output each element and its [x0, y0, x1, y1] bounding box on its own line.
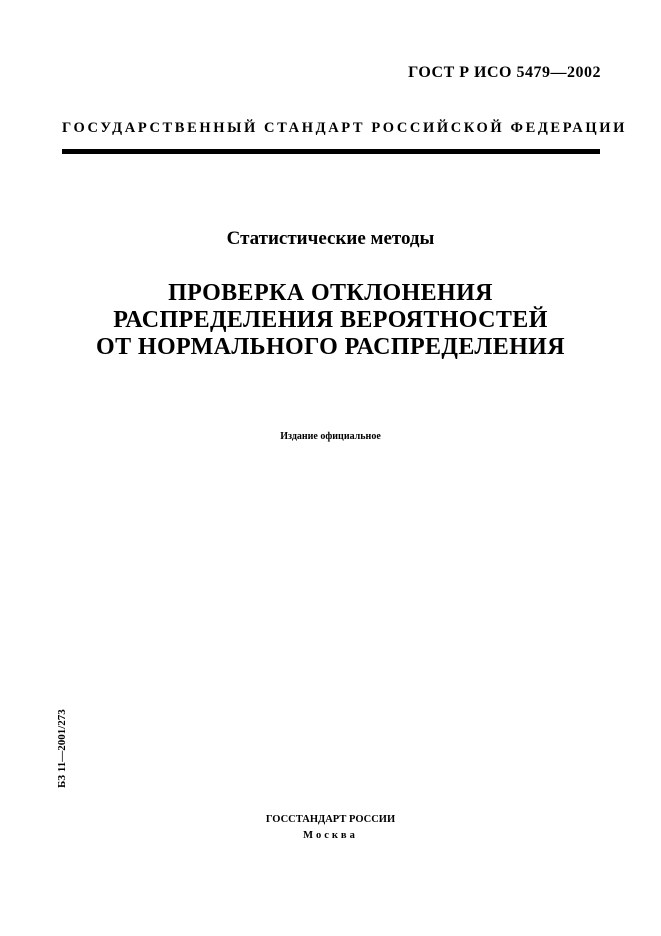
document-title [0, 280, 661, 361]
document-number: ГОСТ Р ИСО 5479—2002 [408, 64, 601, 81]
edition-label: Издание официальное [280, 431, 381, 442]
state-standard-heading: ГОСУДАРСТВЕННЫЙ СТАНДАРТ РОССИЙСКОЙ ФЕДЕРАЦИИ [62, 120, 628, 136]
title-line: РАСПРЕДЕЛЕНИЯ ВЕРОЯТНОСТЕЙ [113, 307, 548, 333]
header-divider [62, 149, 600, 154]
document-subject: Статистические методы [226, 228, 435, 249]
side-registration-code: БЗ 11—2001/273 [56, 709, 68, 788]
publisher-name: ГОССТАНДАРТ РОССИИ [265, 814, 396, 825]
title-line: ПРОВЕРКА ОТКЛОНЕНИЯ [168, 280, 493, 306]
publisher-city: Москва [303, 830, 358, 841]
title-line: ОТ НОРМАЛЬНОГО РАСПРЕДЕЛЕНИЯ [96, 334, 565, 360]
